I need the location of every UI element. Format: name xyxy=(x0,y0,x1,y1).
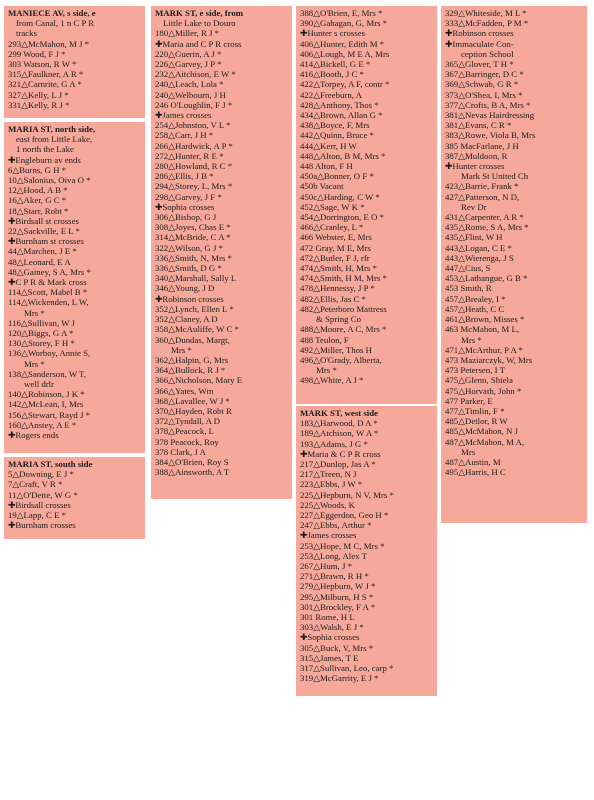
directory-entry: ception School xyxy=(461,48,514,59)
directory-entry: 253△Long, Alex T xyxy=(300,550,367,561)
directory-entry: 450b Vacant xyxy=(300,181,344,192)
directory-entry: 280△Howland, R C * xyxy=(155,161,233,172)
directory-entry: east from Little Lake, xyxy=(16,134,93,145)
directory-entry: 48△Gainey, S A, Mrs * xyxy=(8,266,91,277)
directory-entry: 477 Parker, E xyxy=(445,395,493,406)
directory-entry: 406△Lough, M E A, Mrs xyxy=(300,48,390,59)
directory-entry: 453 Smith, R xyxy=(445,283,492,294)
directory-entry: ✚James crosses xyxy=(300,530,357,541)
directory-entry: 16△Aker, G C * xyxy=(8,195,67,206)
directory-entry: 254△Johnston, V L * xyxy=(155,120,231,131)
directory-entry: 298△Garvey, J F * xyxy=(155,191,222,202)
directory-entry: 461△Brown, Misses * xyxy=(445,314,525,325)
directory-entry: 142△McLean, I, Mrs xyxy=(8,399,84,410)
directory-entry: 472△Butler, F J, rfr xyxy=(300,252,370,263)
directory-entry: 450c△Harding, C W * xyxy=(300,191,380,202)
directory-entry: ✚Burnham crosses xyxy=(8,520,76,531)
directory-entry: 495△Harris, H C xyxy=(445,467,506,478)
column-2-mark-st-east xyxy=(151,6,292,499)
directory-entry: tracks xyxy=(16,28,38,39)
directory-entry: 362△Halpin, G, Mrs xyxy=(155,354,229,365)
directory-entry: 19△Lapp, C E * xyxy=(8,510,67,521)
directory-entry: 247△Ebbs, Arthur * xyxy=(300,520,372,531)
directory-entry: 193△Adams, J G * xyxy=(300,438,368,449)
directory-entry: 416△Booth, J C * xyxy=(300,69,364,80)
directory-entry: 130△Storey, F H * xyxy=(8,338,75,349)
directory-entry: 473 Petersen, I T xyxy=(445,365,505,376)
directory-entry: 498△White, A J * xyxy=(300,375,364,386)
directory-entry: 477△Timlin, F * xyxy=(445,405,505,416)
directory-entry: Rev Dr xyxy=(461,201,487,212)
directory-entry: ✚C P R & Mark cross xyxy=(8,277,87,288)
directory-entry: 358△McAuliffe, W C * xyxy=(155,324,239,335)
directory-entry: 322△Wilson, G J * xyxy=(155,242,223,253)
directory-entry: 114△Wickenden, L W, xyxy=(8,297,89,308)
street-heading: MARK ST, west side xyxy=(300,408,379,418)
directory-entry: 485△McMahon, N J xyxy=(445,426,518,437)
directory-entry: 114△Scott, Mabel B * xyxy=(8,287,88,298)
directory-entry: 227△Eggerdon, Geo H * xyxy=(300,510,389,521)
directory-entry: 226△Garvey, J P * xyxy=(155,59,222,70)
directory-entry: 463 McMahon, M L, xyxy=(445,324,520,335)
directory-entry: 336△Smith, N, Mrs * xyxy=(155,252,232,263)
directory-entry: 295△Milburn, H S * xyxy=(300,591,374,602)
directory-entry: 378 Clark, J A xyxy=(155,446,206,457)
directory-entry: 116△Sullivan, W J xyxy=(8,317,75,328)
directory-entry: 1 north the Lake xyxy=(16,144,74,155)
directory-entry: 388△Ainsworth, A T xyxy=(155,467,230,478)
directory-entry: 471△McArthur, P A * xyxy=(445,344,523,355)
directory-entry: 370△Hayden, Robt R xyxy=(155,405,232,416)
directory-entry: 352△Claney, A D xyxy=(155,314,218,325)
directory-entry: 366△Nicholson, Mary E xyxy=(155,375,243,386)
directory-entry: ✚Sophia crosses xyxy=(155,201,215,212)
directory-entry: Little Lake to Douro xyxy=(163,18,236,29)
directory-entry: 423△Barrie, Frank * xyxy=(445,181,519,192)
column-1-maria-st-north xyxy=(4,122,145,453)
directory-entry: 5△Downing, E J * xyxy=(8,469,74,480)
directory-entry: 372△Tyndall, A D xyxy=(155,416,221,427)
directory-entry: 444△Kerr, H W xyxy=(300,140,357,151)
directory-entry: Mrs * xyxy=(316,365,337,376)
directory-entry: 487△McMahon, M A, xyxy=(445,436,525,447)
directory-entry: 488△Moore, A C, Mrs * xyxy=(300,324,387,335)
directory-entry: 346△Young, J D xyxy=(155,283,215,294)
directory-entry: 435△Flint, W H xyxy=(445,232,503,243)
directory-entry: 225△Woods, K xyxy=(300,499,355,510)
directory-entry: 217△Treen, N J xyxy=(300,469,357,480)
directory-entry: 369△Schwab, G R * xyxy=(445,79,519,90)
directory-entry: 434△Brown, Allan G * xyxy=(300,110,383,121)
directory-entry: 299 Wood, F J * xyxy=(8,48,66,59)
directory-entry: 267△Hum, J * xyxy=(300,561,352,572)
directory-entry: 279△Hepburn, W J * xyxy=(300,581,376,592)
directory-entry: ✚Engleburn av ends xyxy=(8,154,81,165)
directory-entry: 450a△Bonner, O F * xyxy=(300,171,374,182)
directory-entry: 378 Peacock, Roy xyxy=(155,436,219,447)
directory-entry: 303△Walsh, E J * xyxy=(300,622,364,633)
directory-entry: 22△Sackville, E L * xyxy=(8,226,80,237)
directory-entry: 138△Sanderson, W T, xyxy=(8,368,86,379)
directory-entry: 378△Peacock, L xyxy=(155,426,215,437)
directory-entry: 482△Peterboro Mattress xyxy=(300,303,387,314)
directory-entry: 44△Marchen, J E * xyxy=(8,246,77,257)
directory-entry: 365△Glover, T H * xyxy=(445,59,514,70)
directory-entry: 329△Whiteside, M L * xyxy=(445,8,527,18)
directory-entry: 414△Bickell, G E * xyxy=(300,59,371,70)
directory-entry: Mrs * xyxy=(461,334,482,345)
directory-entry: 474△Smith, H M, Mrs * xyxy=(300,273,387,284)
directory-entry: 381△Evans, C R * xyxy=(445,120,512,131)
directory-entry: ✚Birdsall st crosses xyxy=(8,215,79,226)
directory-entry: 12△Hood, A B * xyxy=(8,185,68,196)
directory-entry: Mrs * xyxy=(24,307,45,318)
directory-entry: ✚Hunter s crosses xyxy=(300,28,366,39)
directory-entry: 160△Anstey, A E * xyxy=(8,419,77,430)
directory-entry: 240△Leach, Lola * xyxy=(155,79,224,90)
directory-entry: 11△O'Dette, W G * xyxy=(8,489,78,500)
directory-entry: 453△Lathangue, G B * xyxy=(445,273,528,284)
directory-entry: 271△Brawn, R H * xyxy=(300,571,369,582)
column-4-mark-st-west-cont xyxy=(441,6,587,523)
directory-entry: 366△Yates, Wm xyxy=(155,385,214,396)
directory-entry: 319△McGarrity, E J * xyxy=(300,673,379,684)
directory-entry: ✚Maria & C P R cross xyxy=(300,448,381,459)
directory-entry: 492△Miller, Thos H xyxy=(300,344,372,355)
directory-entry: well drlr xyxy=(24,379,55,390)
directory-entry: 220△Guerin, A J * xyxy=(155,48,222,59)
directory-entry: 315△James, T E xyxy=(300,652,359,663)
directory-entry: 315△Faulkner, A R * xyxy=(8,69,84,80)
directory-entry: 183△Harwood, D A * xyxy=(300,418,378,429)
directory-entry: 482△Ellis, Jas C * xyxy=(300,293,366,304)
directory-entry: 266△Hardwick, A P * xyxy=(155,140,233,151)
directory-entry: 496△O'Grady, Alberta, xyxy=(300,354,382,365)
directory-entry: 306△Bishop, G J xyxy=(155,212,217,223)
directory-entry: 443△Logan, C E * xyxy=(445,242,512,253)
directory-entry: 368△Lavallee, W J * xyxy=(155,395,230,406)
column-1-maria-st-south xyxy=(4,457,145,539)
directory-entry: ✚Robinson crosses xyxy=(155,293,224,304)
directory-entry: ✚Hunter crosses xyxy=(445,161,505,172)
directory-entry: 286△Ellis, J B * xyxy=(155,171,214,182)
directory-entry: 454△Dorrington, E O * xyxy=(300,212,384,223)
directory-entry: 390△Gahagan, G, Mrs * xyxy=(300,18,388,29)
directory-entry: 240△Welbourn, J H xyxy=(155,89,226,100)
directory-entry: 308△Joyes, Chas E * xyxy=(155,222,231,233)
directory-entry: Mark St United Ch xyxy=(461,171,529,182)
directory-entry: 225△Hepburn, N V, Mrs * xyxy=(300,489,394,500)
directory-entry: 327△Kelly, L J * xyxy=(8,89,69,100)
directory-entry: ✚Robinson crosses xyxy=(445,28,514,39)
directory-entry: 383△Rowe, Viola B, Mrs xyxy=(445,130,536,141)
directory-entry: 18△Starr, Robt * xyxy=(8,205,69,216)
directory-entry: 301 Rome, H L xyxy=(300,612,355,623)
column-1-maniece-av xyxy=(4,6,145,118)
directory-entry: 253△Hope, M C, Mrs * xyxy=(300,540,385,551)
directory-entry: Mrs xyxy=(461,446,476,457)
directory-entry: 478△Hennessy, J P * xyxy=(300,283,375,294)
directory-entry: 232△Aitchison, E W * xyxy=(155,69,236,80)
directory-entry: 120△Biggs, G A * xyxy=(8,328,74,339)
directory-entry: 381△Nevas Hairdressing xyxy=(445,110,535,121)
directory-entry: 321△Carnrite, G A * xyxy=(8,79,82,90)
directory-entry: 466 Webster, E, Mrs xyxy=(300,232,372,243)
directory-entry: 431△Carpenter, A R * xyxy=(445,212,524,223)
directory-entry: ✚James crosses xyxy=(155,110,212,121)
directory-entry: 364△Bullock, R J * xyxy=(155,365,226,376)
column-3-mark-st-west xyxy=(296,406,437,696)
directory-entry: 475△Horvath, John * xyxy=(445,385,522,396)
directory-entry: ✚Birdsall crosses xyxy=(8,499,71,510)
directory-entry: 466△Cranley, L * xyxy=(300,222,364,233)
directory-entry: 457△Brealey, I * xyxy=(445,293,506,304)
directory-entry: 156△Stewart, Rayd J * xyxy=(8,409,91,420)
directory-entry: ✚Rogers ends xyxy=(8,430,59,441)
directory-entry: 448△Alton, B M, Mrs * xyxy=(300,150,386,161)
directory-entry: 6△Burns, G H * xyxy=(8,164,67,175)
directory-entry: 10△Salonius, Oiva O * xyxy=(8,175,91,186)
directory-entry: 317△Sullivan, Leo, carp * xyxy=(300,663,394,674)
directory-entry: 360△Dundas, Margt, xyxy=(155,334,230,345)
directory-entry: 223△Ebbs, J W * xyxy=(300,479,363,490)
directory-entry: 314△McBride, C A * xyxy=(155,232,231,243)
directory-entry: 438△Boyce, F, Mrs xyxy=(300,120,370,131)
directory-entry: 428△Anthony, Thos * xyxy=(300,99,379,110)
directory-entry: 474△Smith, H, Mrs * xyxy=(300,263,377,274)
directory-entry: 475△Glenn, Shiela xyxy=(445,375,513,386)
directory-entry: 385 MacFarlane, J H xyxy=(445,140,519,151)
directory-entry: 336△Smith, D G * xyxy=(155,263,222,274)
directory-entry: & Spring Co xyxy=(316,314,361,325)
directory-entry: 333△McFadden, P M * xyxy=(445,18,529,29)
directory-entry: Mrs * xyxy=(24,358,45,369)
directory-entry: 388△O'Brien, E, Mrs * xyxy=(300,8,383,18)
directory-entry: 406△Hunter, Edith M * xyxy=(300,38,385,49)
directory-entry: from Canal, 1 n C P R xyxy=(16,18,95,29)
directory-entry: 189△Atchison, W A * xyxy=(300,428,379,439)
directory-entry: 48△Leonard, E A xyxy=(8,256,71,267)
directory-entry: 473 Maziarczyk, W, Mrs xyxy=(445,354,533,365)
directory-entry: 340△Marshall, Sally L xyxy=(155,273,237,284)
directory-entry: 472 Gray, M E, Mrs xyxy=(300,242,371,253)
directory-entry: Mrs * xyxy=(171,344,192,355)
directory-entry: ✚Immaculate Con- xyxy=(445,38,514,49)
directory-entry: ✚Sophia crosses xyxy=(300,632,360,643)
directory-entry: 7△Craft, V R * xyxy=(8,479,63,490)
directory-entry: 140△Robinson, J K * xyxy=(8,389,85,400)
directory-entry: 452△Sage, W K * xyxy=(300,201,365,212)
directory-entry: 373△O'Shea, I, Mrs * xyxy=(445,89,523,100)
directory-entry: 487△Austin, M xyxy=(445,456,501,467)
directory-entry: 272△Hunter, R E * xyxy=(155,150,224,161)
directory-entry: 427△Patterson, N D, xyxy=(445,191,520,202)
directory-entry: 258△Carr, J H * xyxy=(155,130,214,141)
directory-entry: 422△Freeburn, A xyxy=(300,89,362,100)
directory-entry: 422△Torpey, A F, contr * xyxy=(300,79,390,90)
street-heading: MARIA ST, north side, xyxy=(8,124,96,134)
directory-entry: 301△Brockley, F A * xyxy=(300,601,376,612)
directory-entry: 442△Quinn, Bruce * xyxy=(300,130,374,141)
street-heading: MANIECE AV, s side, e xyxy=(8,8,96,18)
directory-entry: ✚Burnham st crosses xyxy=(8,236,84,247)
directory-entry: 293△McMahon, M J * xyxy=(8,38,90,49)
directory-entry: 246 O'Loughlin, F J * xyxy=(155,99,233,110)
directory-entry: 435△Rome, S A, Mrs * xyxy=(445,222,529,233)
directory-entry: 331△Kelly, R J * xyxy=(8,99,70,110)
directory-entry: 352△Lynch, Ellen L * xyxy=(155,303,234,314)
directory-entry: 303 Watson, R W * xyxy=(8,59,77,70)
directory-entry: 377△Crofts, B A, Mrs * xyxy=(445,99,531,110)
directory-entry: ✚Maria and C P R cross xyxy=(155,38,242,49)
street-heading: MARIA ST, south side xyxy=(8,459,93,469)
street-heading: MARK ST, e side, from xyxy=(155,8,244,18)
directory-entry: 488 Teulon, F xyxy=(300,334,349,345)
directory-entry: 294△Storey, L, Mrs * xyxy=(155,181,233,192)
column-3-mark-st-east-cont xyxy=(296,6,437,404)
directory-entry: 485△Detlor, R W xyxy=(445,416,508,427)
directory-entry: 447△Cius, S xyxy=(445,263,491,274)
directory-entry: 387△Muldoon, R xyxy=(445,150,508,161)
directory-entry: 367△Barringer, D C * xyxy=(445,69,524,80)
directory-entry: 136△Worboy, Annie S, xyxy=(8,348,91,359)
directory-entry: 443△Wierenga, J S xyxy=(445,252,514,263)
directory-entry: 457△Heath, C C xyxy=(445,303,505,314)
directory-entry: 448 Alton, F H xyxy=(300,161,353,172)
directory-entry: 217△Dunlop, Jas A * xyxy=(300,459,376,470)
directory-entry: 180△Miller, R J * xyxy=(155,28,220,39)
directory-entry: 384△O'Brien, Roy S xyxy=(155,456,229,467)
directory-entry: 305△Buck, V, Mrs * xyxy=(300,642,374,653)
